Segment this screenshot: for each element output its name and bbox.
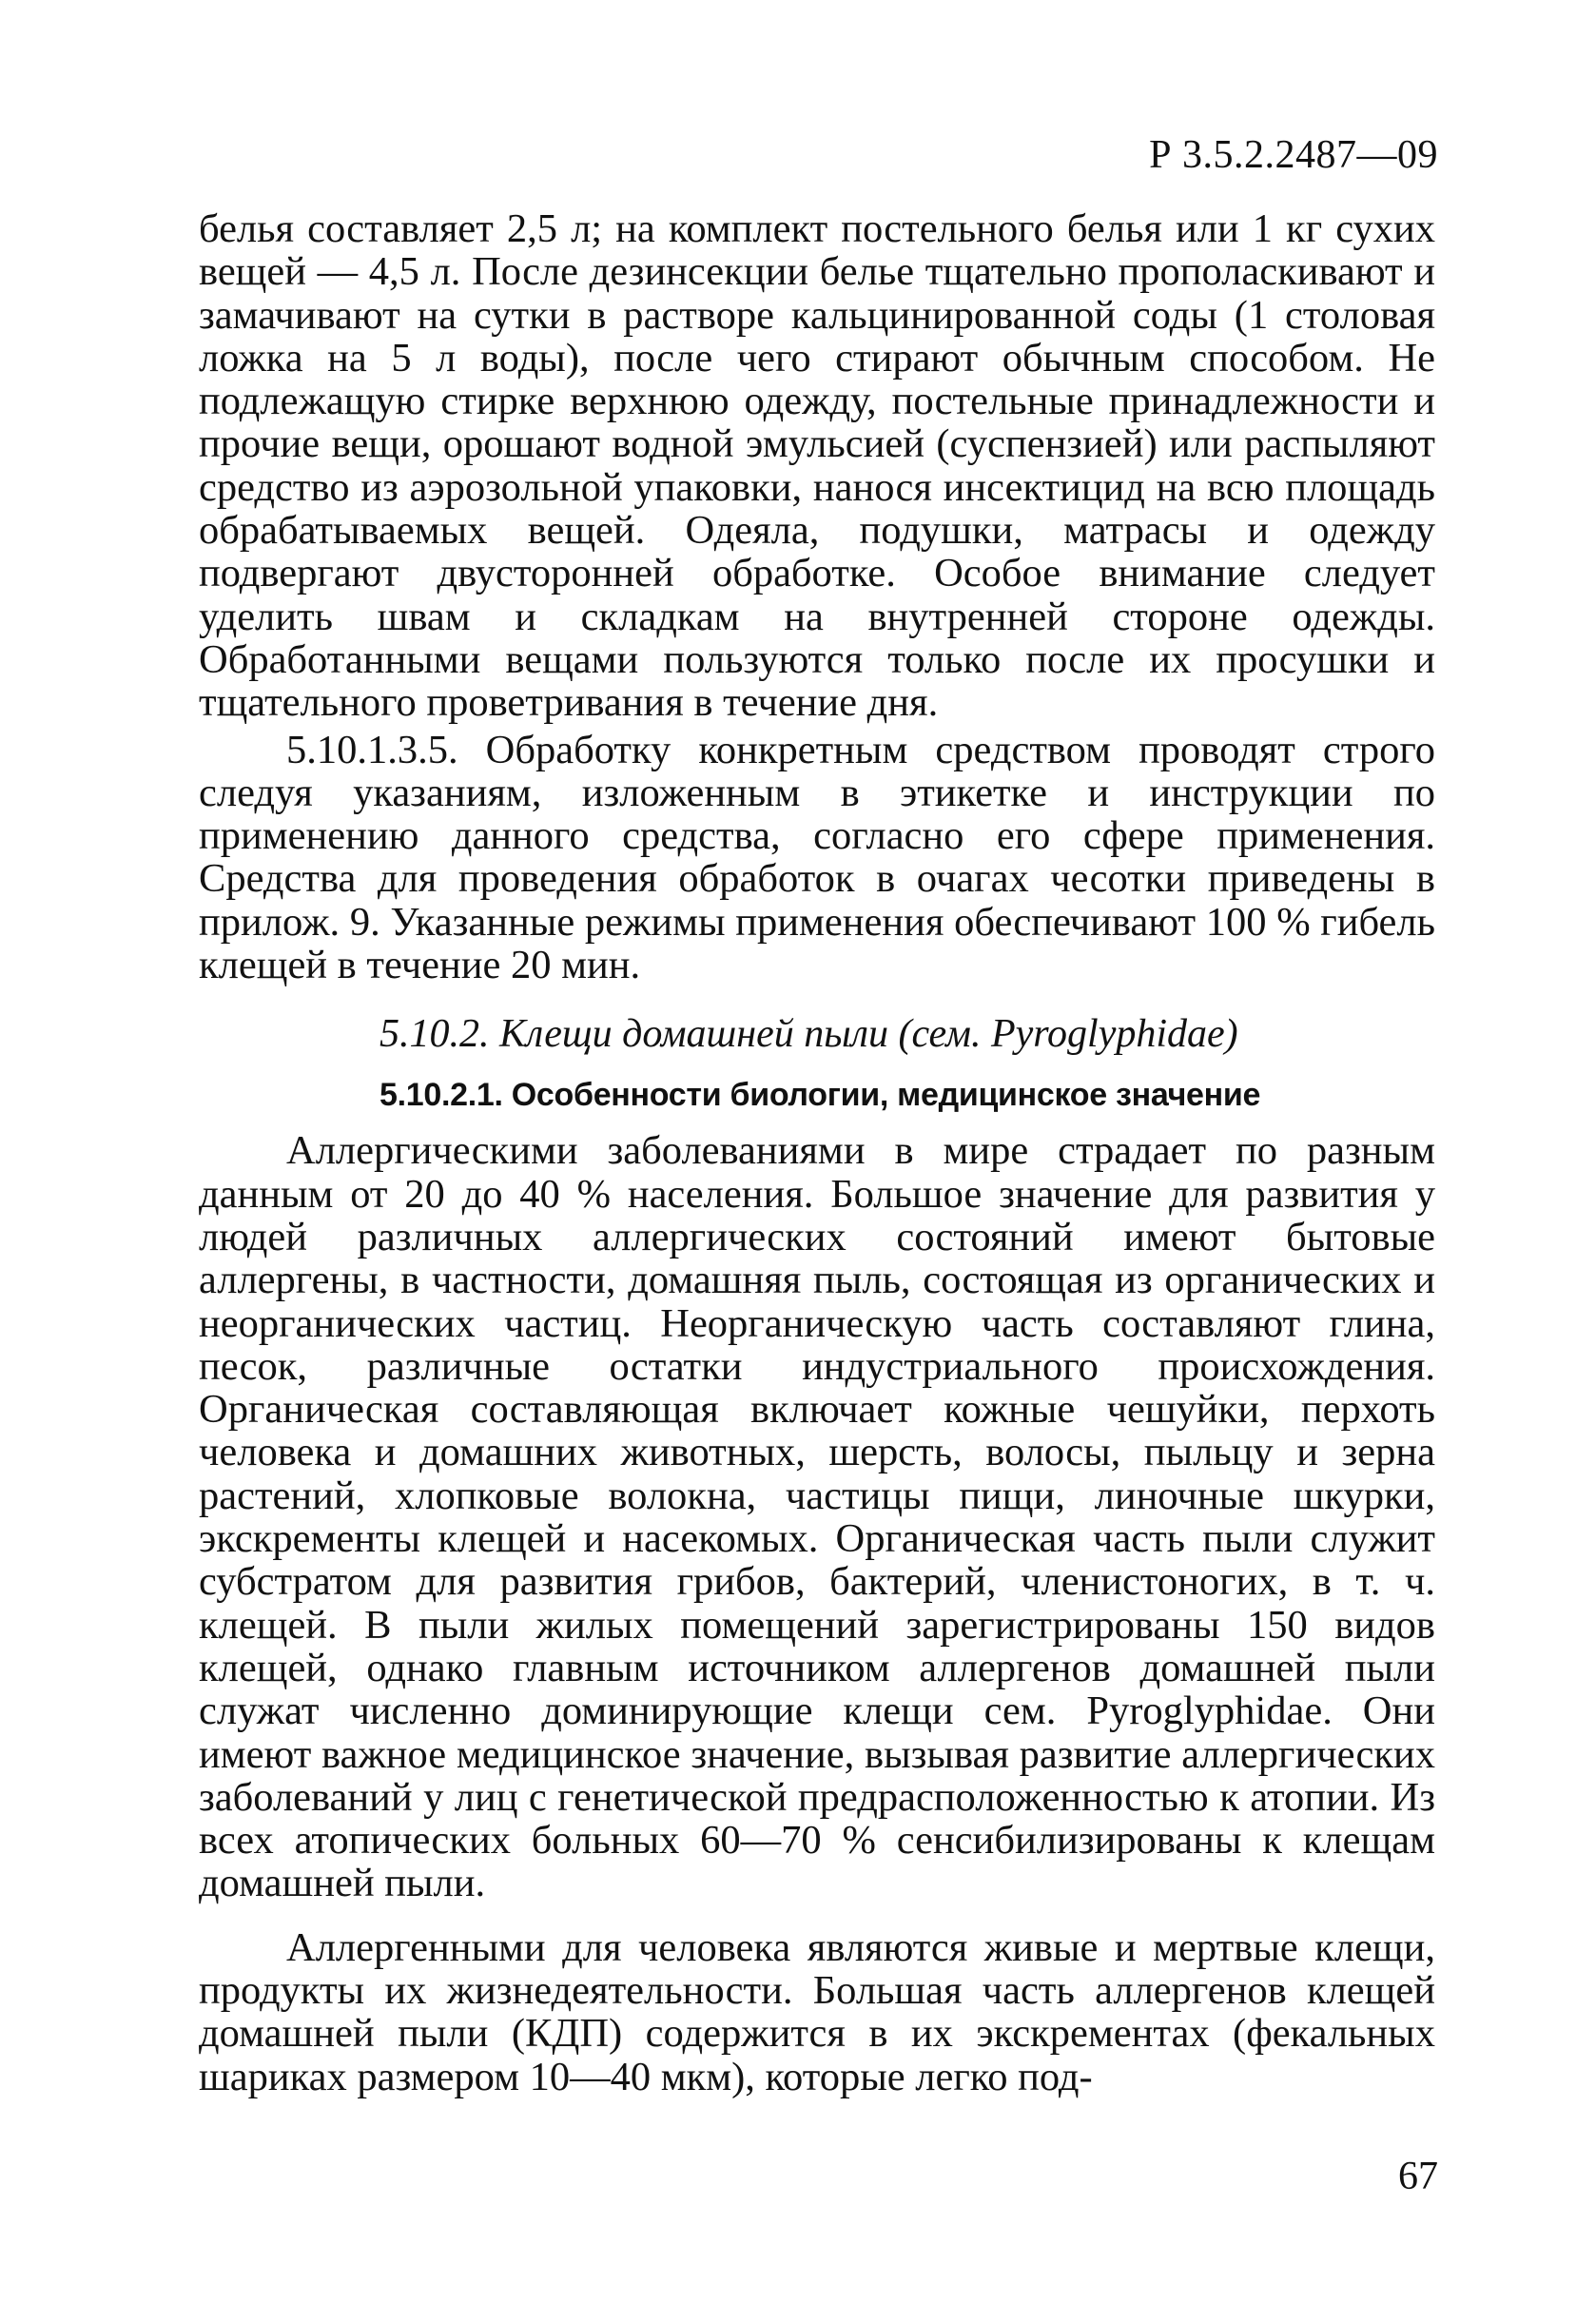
subsection-title: 5.10.2.1. Особенности биологии, медицинское значение [380,1077,1261,1114]
paragraph-allergy-overview: Аллергическими заболеваниями в мире страдает по разным данным от 20 до 40 % населения. Большое значение для развития у людей различных аллергических состояний имеют бытовые аллергены, в частности, домашняя пыль, состоящая из органических и неорганических частиц. Неорганическую часть составляют глина, песок, различные остатки индустриального происхождения. Органическая составляющая включает кожные чешуйки, перхоть человека и домашних животных, шерсть, волосы, пыльцу и зерна растений, хлопковые волокна, частицы пищи, линочные шкурки, экскременты клещей и насекомых. Органическая часть пыли служит субстратом для развития грибов, бактерий, членистоногих, в т. ч. клещей. В пыли жилых помещений зарегистрированы 150 видов клещей, однако главным источником аллергенов домашней пыли служат численно доминирующие клещи сем. Pyroglyphidae. Они имеют важное медицинское значение, вызывая развитие аллергических заболеваний у лиц с генетической предрасположенностью к атопии. Из всех атопических больных 60—70 % сенсибилизированы к клещам домашней пыли. [199,1128,1435,1906]
paragraph-bedding-treatment: белья составляет 2,5 л; на комплект постельного белья или 1 кг сухих вещей — 4,5 л. После дезинсекции белье тщательно прополаскивают и замачивают на сутки в растворе кальцинированной соды (1 столовая ложка на 5 л воды), после чего стирают обычным способом. Не подлежащую стирке верхнюю одежду, постельные принадлежности и прочие вещи, орошают водной эмульсией (суспензией) или распыляют средство из аэрозольной упаковки, нанося инсектицид на всю площадь обрабатываемых вещей. Одеяла, подушки, матрасы и одежду подвергают двусторонней обработке. Особое внимание следует уделить швам и складкам на внутренней стороне одежды. Обработанными вещами пользуются только после их просушки и тщательного проветривания в течение дня. [199,206,1435,726]
paragraph-allergens: Аллергенными для человека являются живые и мертвые клещи, продукты их жизнедеятельности. Большая часть аллергенов клещей домашней пыли (КДП) содержится в их экскрементах (фекальных шариках размером 10—40 мкм), которые легко под- [199,1924,1435,2099]
body-text [199,207,1435,2098]
paragraph-5-10-1-3-5: 5.10.1.3.5. Обработку конкретным средством проводят строго следуя указаниям, изложенным в этикетке и инструкции по применению данного средства, согласно его сфере применения. Средства для проведения обработок в очагах чесотки приведены в прилож. 9. Указанные режимы применения обеспечивают 100 % гибель клещей в течение 20 мин. [199,727,1435,988]
document-code: Р 3.5.2.2487—09 [1149,133,1438,177]
page-number: 67 [1398,2155,1438,2198]
section-title: 5.10.2. Клещи домашней пыли (сем. Pyroglyphidae) [380,1012,1238,1057]
